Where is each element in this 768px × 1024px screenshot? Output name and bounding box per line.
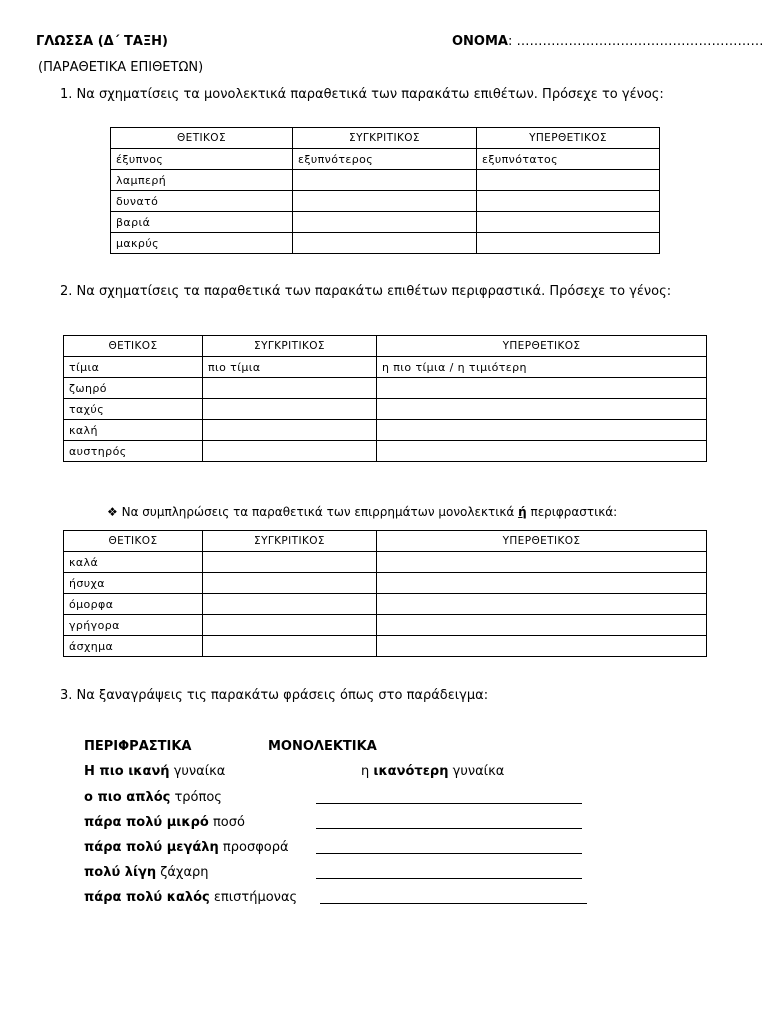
table-header-row [64, 336, 707, 357]
cell-comparative[interactable] [203, 552, 377, 573]
cell-positive: αυστηρός [64, 441, 203, 462]
cell-superlative[interactable] [477, 212, 660, 233]
table-header-row [111, 128, 660, 149]
cell-superlative[interactable] [377, 573, 707, 594]
phrase-item [84, 840, 289, 855]
col-single-word-heading: ΜΟΝΟΛΕΚΤΙΚΑ [268, 739, 377, 754]
question-2-text: 2. Να σχηματίσεις τα παραθετικά των παρακάτω επιθέτων περιφραστικά. Πρόσεχε το γένος: [60, 284, 672, 299]
table-row [64, 378, 707, 399]
q1-table [110, 127, 660, 254]
table-row [64, 573, 707, 594]
cell-positive: άσχημα [64, 636, 203, 657]
table-row [111, 233, 660, 254]
cell-comparative[interactable] [203, 594, 377, 615]
subject-title: ΓΛΩΣΣΑ (Δ΄ ΤΑΞΗ) [36, 34, 168, 49]
adverbs-table [63, 530, 707, 657]
example-phrase-rest: γυναίκα [169, 764, 226, 779]
topic-subtitle: (ΠΑΡΑΘΕΤΙΚΑ ΕΠΙΘΕΤΩΝ) [38, 60, 204, 75]
cell-positive: γρήγορα [64, 615, 203, 636]
cell-comparative[interactable] [203, 378, 377, 399]
table-row [64, 615, 707, 636]
adverbs-instruction-end: περιφραστικά: [526, 505, 618, 519]
cell-positive: καλά [64, 552, 203, 573]
cell-positive: τίμια [64, 357, 203, 378]
cell-positive: δυνατό [111, 191, 293, 212]
table-row [111, 170, 660, 191]
cell-comparative[interactable] [293, 191, 477, 212]
phrase-rest: ποσό [208, 815, 245, 830]
phrase-rest: επιστήμονας [209, 890, 298, 905]
col-header-positive: ΘΕΤΙΚΟΣ [64, 336, 203, 357]
diamond-bullet-icon: ❖ [107, 505, 118, 519]
cell-comparative[interactable]: πιο τίμια [203, 357, 377, 378]
col-header-superlative: ΥΠΕΡΘΕΤΙΚΟΣ [377, 531, 707, 552]
adverbs-instruction [107, 505, 617, 519]
question-3-text: 3. Να ξαναγράψεις τις παρακάτω φράσεις όπως στο παράδειγμα: [60, 688, 489, 703]
cell-positive: μακρύς [111, 233, 293, 254]
phrase-rest: ζάχαρη [156, 865, 209, 880]
table-header-row [64, 531, 707, 552]
table-row [64, 594, 707, 615]
cell-positive: ήσυχα [64, 573, 203, 594]
example-answer-pre: η [361, 764, 374, 779]
answer-blank-line[interactable] [320, 903, 587, 904]
answer-blank-line[interactable] [316, 828, 582, 829]
cell-superlative[interactable] [477, 170, 660, 191]
cell-superlative[interactable] [377, 420, 707, 441]
name-line [452, 34, 764, 49]
table-row [64, 636, 707, 657]
cell-comparative[interactable] [203, 636, 377, 657]
col-header-comparative: ΣΥΓΚΡΙΤΙΚΟΣ [293, 128, 477, 149]
name-label: ΟΝΟΜΑ [452, 34, 508, 49]
cell-comparative[interactable] [203, 441, 377, 462]
example-phrase-bold: Η πιο ικανή [84, 764, 170, 779]
question-1-text: 1. Να σχηματίσεις τα μονολεκτικά παραθετικά των παρακάτω επιθέτων. Πρόσεχε το γένος: [60, 87, 664, 102]
col-header-positive: ΘΕΤΙΚΟΣ [111, 128, 293, 149]
col-header-superlative: ΥΠΕΡΘΕΤΙΚΟΣ [477, 128, 660, 149]
cell-comparative[interactable] [293, 233, 477, 254]
cell-superlative[interactable] [477, 191, 660, 212]
cell-superlative[interactable] [377, 399, 707, 420]
col-periphrastic-heading: ΠΕΡΙΦΡΑΣΤΙΚΑ [84, 739, 192, 754]
cell-comparative[interactable]: εξυπνότερος [293, 149, 477, 170]
phrase-bold: πάρα πολύ καλός [84, 890, 210, 905]
col-header-comparative: ΣΥΓΚΡΙΤΙΚΟΣ [203, 336, 377, 357]
cell-positive: ταχύς [64, 399, 203, 420]
phrase-item [84, 790, 222, 805]
phrase-item [84, 890, 297, 905]
phrase-bold: πάρα πολύ μεγάλη [84, 840, 219, 855]
table-row [64, 357, 707, 378]
cell-superlative[interactable] [377, 552, 707, 573]
name-dots: : ………………………………………………… [507, 34, 764, 49]
cell-positive: λαμπερή [111, 170, 293, 191]
answer-blank-line[interactable] [316, 803, 582, 804]
phrase-item [84, 815, 245, 830]
table-row [111, 149, 660, 170]
answer-blank-line[interactable] [316, 853, 582, 854]
cell-comparative[interactable] [203, 573, 377, 594]
example-answer [361, 764, 504, 779]
phrase-bold: πάρα πολύ μικρό [84, 815, 209, 830]
cell-comparative[interactable] [293, 170, 477, 191]
example-answer-rest: γυναίκα [448, 764, 505, 779]
cell-positive: καλή [64, 420, 203, 441]
table-row [64, 441, 707, 462]
table-row [111, 212, 660, 233]
cell-comparative[interactable] [203, 420, 377, 441]
phrase-rest: τρόπος [170, 790, 222, 805]
cell-superlative[interactable] [377, 594, 707, 615]
cell-comparative[interactable] [293, 212, 477, 233]
cell-superlative[interactable] [477, 233, 660, 254]
cell-positive: έξυπνος [111, 149, 293, 170]
phrase-bold: ο πιο απλός [84, 790, 171, 805]
answer-blank-line[interactable] [316, 878, 582, 879]
example-answer-bold: ικανότερη [373, 764, 449, 779]
cell-positive: βαριά [111, 212, 293, 233]
table-row [111, 191, 660, 212]
table-row [64, 399, 707, 420]
example-phrase [84, 764, 225, 779]
table-row [64, 420, 707, 441]
phrase-bold: πολύ λίγη [84, 865, 157, 880]
col-header-positive: ΘΕΤΙΚΟΣ [64, 531, 203, 552]
cell-positive: όμορφα [64, 594, 203, 615]
phrase-item [84, 865, 209, 880]
table-row [64, 552, 707, 573]
q2-table [63, 335, 707, 462]
phrase-rest: προσφορά [218, 840, 289, 855]
col-header-comparative: ΣΥΓΚΡΙΤΙΚΟΣ [203, 531, 377, 552]
col-header-superlative: ΥΠΕΡΘΕΤΙΚΟΣ [377, 336, 707, 357]
cell-superlative[interactable] [377, 378, 707, 399]
cell-superlative[interactable]: εξυπνότατος [477, 149, 660, 170]
cell-superlative[interactable]: η πιο τίμια / η τιμιότερη [377, 357, 707, 378]
cell-superlative[interactable] [377, 615, 707, 636]
cell-superlative[interactable] [377, 441, 707, 462]
cell-superlative[interactable] [377, 636, 707, 657]
adverbs-instruction-emph: ή [518, 505, 527, 519]
cell-positive: ζωηρό [64, 378, 203, 399]
adverbs-instruction-text: Να συμπληρώσεις τα παραθετικά των επιρρημάτων μονολεκτικά [121, 505, 519, 519]
cell-comparative[interactable] [203, 615, 377, 636]
cell-comparative[interactable] [203, 399, 377, 420]
